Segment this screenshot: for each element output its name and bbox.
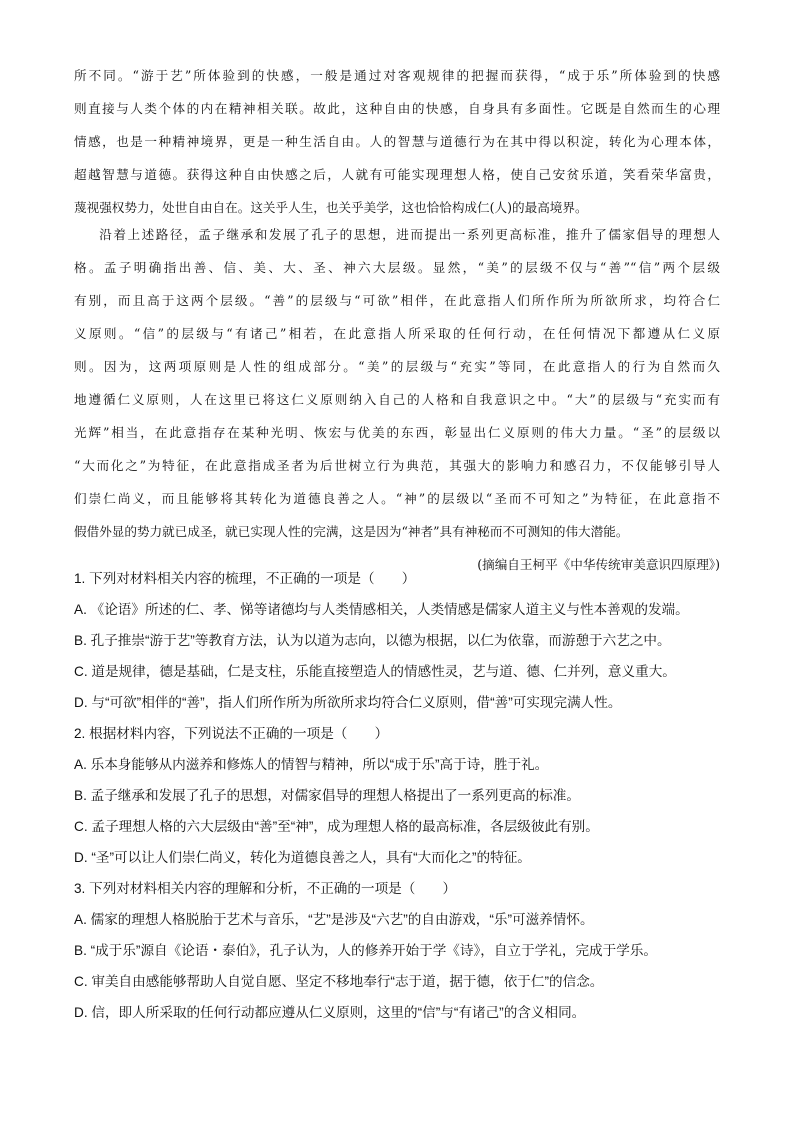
option-c[interactable]: C. 审美自由感能够帮助人自觉自愿、坚定不移地奉行“志于道，据于德，依于仁”的信念。: [74, 974, 604, 989]
question-3: [74, 873, 724, 1028]
passage-line: 光辉”相当，在此意指存在某种光明、恢宏与优美的东西，彰显出仁义原则的伟大力量。“圣”的层级以: [74, 425, 720, 440]
passage-line: 蔑视强权势力，处世自由自在。这关乎人生，也关乎美学，这也恰恰构成仁(人)的最高境界。: [74, 200, 588, 215]
option-b[interactable]: B. “成于乐”源自《论语・泰伯》，孔子认为，人的修养开始于学《诗》，自立于学礼，完成于学乐。: [74, 943, 658, 958]
passage-paragraph-2: [74, 218, 720, 581]
option-d[interactable]: D. 信，即人所采取的任何行动都应遵从仁义原则，这里的“信”与“有诸己”的含义相同。: [74, 1005, 586, 1020]
passage-line: 有别，而且高于这两个层级。“善”的层级与“可欲”相伴，在此意指人们所作所为所欲所求，均符合仁: [74, 293, 720, 308]
passage-line: 沿着上述路径，孟子继承和发展了孔子的思想，进而提出一系列更高标准，推升了儒家倡导的理想人: [99, 227, 720, 242]
passage-line: 格。孟子明确指出善、信、美、大、圣、神六大层级。显然，“美”的层级不仅与“善”“信”两个层级: [74, 260, 720, 275]
passage-line: 情感，也是一种精神境界，更是一种生活自由。人的智慧与道德行为在其中得以积淀，转化为心理本体，: [74, 134, 720, 149]
passage-line: 义原则。“信”的层级与“有诸己”相若，在此意指人所采取的任何行动，在任何情况下都遵从仁义原: [74, 326, 720, 341]
question-2: [74, 718, 724, 873]
question-stem: 1. 下列对材料相关内容的梳理，不正确的一项是（ ）: [74, 571, 416, 586]
passage-line: “大而化之”为特征，在此意指成圣者为后世树立行为典范，其强大的影响力和感召力，不仅能够引导人: [74, 458, 720, 473]
passage-line: 则直接与人类个体的内在精神相关联。故此，这种自由的快感，自身具有多面性。它既是自然而生的心理: [74, 101, 720, 116]
passage-paragraph-1: [74, 59, 720, 224]
passage-line: 所不同。“游于艺”所体验到的快感，一般是通过对客观规律的把握而获得，“成于乐”所体验到的快感: [74, 68, 720, 83]
question-stem: 3. 下列对材料相关内容的理解和分析，不正确的一项是（ ）: [74, 881, 457, 896]
question-1: [74, 563, 724, 718]
option-b[interactable]: B. 孔子推崇“游于艺”等教育方法，认为以道为志向，以德为根据，以仁为依靠，而游憩于六艺之中。: [74, 633, 671, 648]
passage-line: 们崇仁尚义，而且能够将其转化为道德良善之人。“神”的层级以“圣而不可知之”为特征，在此意指不: [74, 491, 720, 506]
passage-line: 超越智慧与道德。获得这种自由快感之后，人就有可能实现理想人格，使自己安贫乐道，笑看荣华富贵，: [74, 167, 720, 182]
option-d[interactable]: D. 与“可欲”相伴的“善”，指人们所作所为所欲所求均符合仁义原则，借“善”可实现完满人性。: [74, 695, 622, 710]
option-a[interactable]: A. 乐本身能够从内滋养和修炼人的情智与精神，所以“成于乐”高于诗，胜于礼。: [74, 757, 549, 772]
option-d[interactable]: D. “圣”可以让人们崇仁尚义，转化为道德良善之人，具有“大而化之”的特征。: [74, 850, 531, 865]
option-c[interactable]: C. 道是规律，德是基础，仁是支柱，乐能直接塑造人的情感性灵，艺与道、德、仁并列，意义重大。: [74, 664, 676, 679]
question-stem: 2. 根据材料内容，下列说法不正确的一项是（ ）: [74, 726, 389, 741]
questions-section: [74, 563, 724, 1028]
passage-line: 假借外显的势力就已成圣，就已实现人性的完满，这是因为“神者”具有神秘而不可测知的伟大潜能。: [74, 524, 629, 539]
option-a[interactable]: A. 《论语》所述的仁、孝、悌等诸德均与人类情感相关，人类情感是儒家人道主义与性本善观的发端。: [74, 602, 689, 617]
passage-line: 则。因为，这两项原则是人性的组成部分。“美”的层级与“充实”等同，在此意指人的行为自然而久: [74, 359, 720, 374]
passage-line: 地遵循仁义原则，人在这里已将这仁义原则纳入自己的人格和自我意识之中。“大”的层级与“充实而有: [74, 392, 720, 407]
source-citation: (摘编自王柯平《中华传统审美意识四原理》): [477, 557, 720, 572]
option-c[interactable]: C. 孟子理想人格的六大层级由“善”至“神”，成为理想人格的最高标准，各层级彼此有别。: [74, 819, 599, 834]
option-b[interactable]: B. 孟子继承和发展了孔子的思想，对儒家倡导的理想人格提出了一系列更高的标准。: [74, 788, 580, 803]
option-a[interactable]: A. 儒家的理想人格脱胎于艺术与音乐，“艺”是涉及“六艺”的自由游戏，“乐”可滋养情怀。: [74, 912, 594, 927]
